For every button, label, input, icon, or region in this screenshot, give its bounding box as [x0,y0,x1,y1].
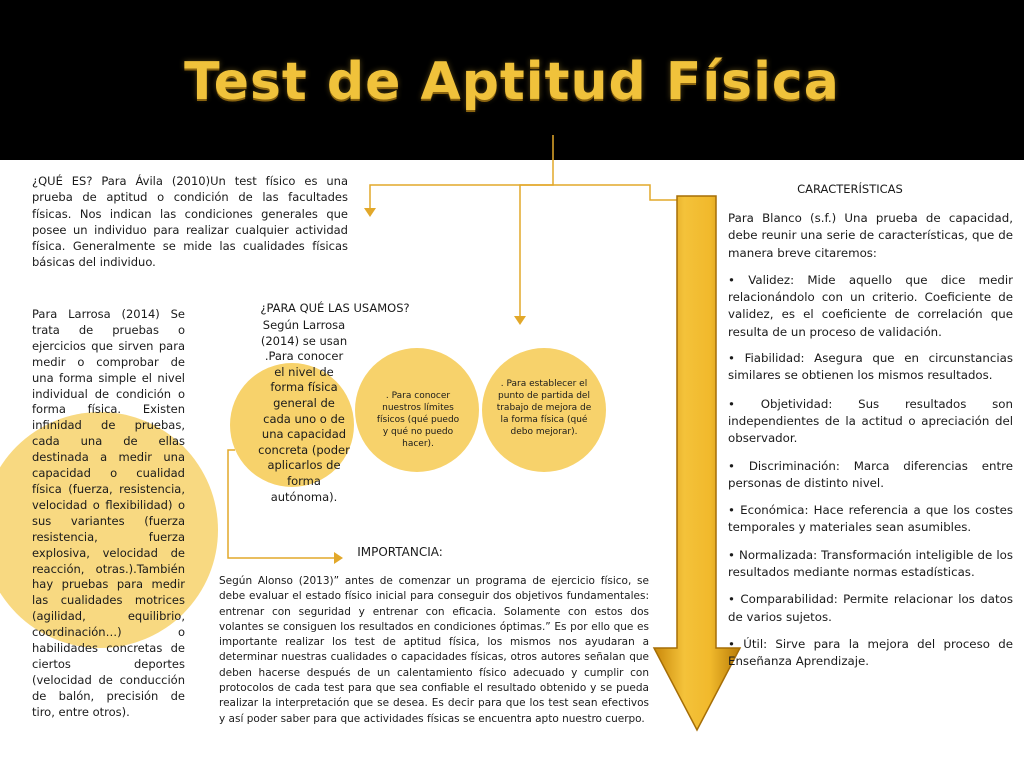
caracteristica-economica: • Económica: Hace referencia a que los costes temporales y materiales sean asumibles. [728,503,1013,535]
caracteristicas-intro: Para Blanco (s.f.) Una prueba de capacidad, debe reunir una serie de características, que de manera breve citaremos: [728,211,1013,260]
slide-title: Test de Aptitud Física [184,52,840,112]
para-que-heading: ¿PARA QUÉ LAS USAMOS? [260,301,410,315]
caracteristica-normalizada: • Normalizada: Transformación inteligible de los resultados mediante normas estadísticas. [728,547,1013,580]
connector-to-para-que [520,185,553,318]
importancia-heading: IMPORTANCIA: [357,545,443,559]
connector-to-que-es [370,135,553,210]
caracteristicas-heading: CARACTERÍSTICAS [797,182,903,196]
caracteristicas-body [728,210,1013,671]
circle3-text: . Para establecer el punto de partida del trabajo de mejora de la forma física (qué debo mejorar). [496,379,592,437]
caracteristica-discriminacion: • Discriminación: Marca diferencias entre personas de distinto nivel. [728,458,1013,490]
que-es-text: ¿QUÉ ES? Para Ávila (2010)Un test físico es una prueba de aptitud o condición de las facultades físicas. Nos indican las condiciones generales que posee un individuo para realizar cualquier actividad física. Generalmente se mide las cualidades físicas básicas del individuo. [32,174,348,270]
caracteristica-objetividad: • Objetividad: Sus resultados son independientes de la actitud o apreciación del observador. [728,396,1013,446]
importancia-text: Según Alonso (2013)” antes de comenzar un programa de ejercicio físico, se debe evaluar el estado físico inicial para conseguir dos objetivos fundamentales: entrenar con seguridad y entrenar con eficacia. Solamente con estos dos volantes se consiguen los resultados en condiciones óptimas.” Es por ello que es importante realizar los test de aptitud física, los mismos nos ayudaran a determinar nuestras cualidades o capacidades físicas, otros autores señalan que deben hacerse después de un calentamiento físico adecuado y cumplir con protocolos de cada test para que sea confiable el resultado obtenido y se pueda realizar la interpretación que se desea. Es decir para que los test sean efectivos y así poder saber para que actividades físicas se encuentra apto nuestro cuerpo. [219,575,649,725]
caracteristica-util: • Útil: Sirve para la mejora del proceso de Enseñanza Aprendizaje. [728,636,1013,669]
circle1-text: Según Larrosa (2014) se usan .Para conocer el nivel de forma física general de cada uno o de una capacidad concreta (poder aplicarlos de forma autónoma). [258,318,350,504]
caracteristica-comparabilidad: • Comparabilidad: Permite relacionar los datos de varios sujetos. [728,592,1013,624]
circle2-text: . Para conocer nuestros límites físicos (qué puedo y qué no puedo hacer). [376,391,460,449]
arrowhead-para-que [514,316,526,325]
caracteristica-fiabilidad: • Fiabilidad: Asegura que en circunstancias similares se obtienen los mismos resultados. [728,351,1013,383]
larrosa-text: Para Larrosa (2014) Se trata de pruebas o ejercicios que sirven para medir o comprobar de una forma simple el nivel individual de condición o forma física. Existen infinidad de pruebas, cada una de ellas destinada a medir una capacidad o cualidad física (fuerza, resistencia, velocidad o flexibilidad) o sus variantes (fuerza resistencia, fuerza explosiva, velocidad de reacción, otras.).También hay pruebas para medir las cualidades motrices (agilidad, equilibrio, coordinación…) o habilidades concretas de ciertos deportes (velocidad de conducción de balón, precisión de tiro, entre otros). [32,307,185,719]
caracteristica-validez: • Validez: Mide aquello que dice medir relacionándolo con un criterio. Coeficiente de validez, es el coeficiente de correlación que resulta de un proceso de validación. [728,272,1013,339]
arrowhead-que-es [364,208,376,217]
